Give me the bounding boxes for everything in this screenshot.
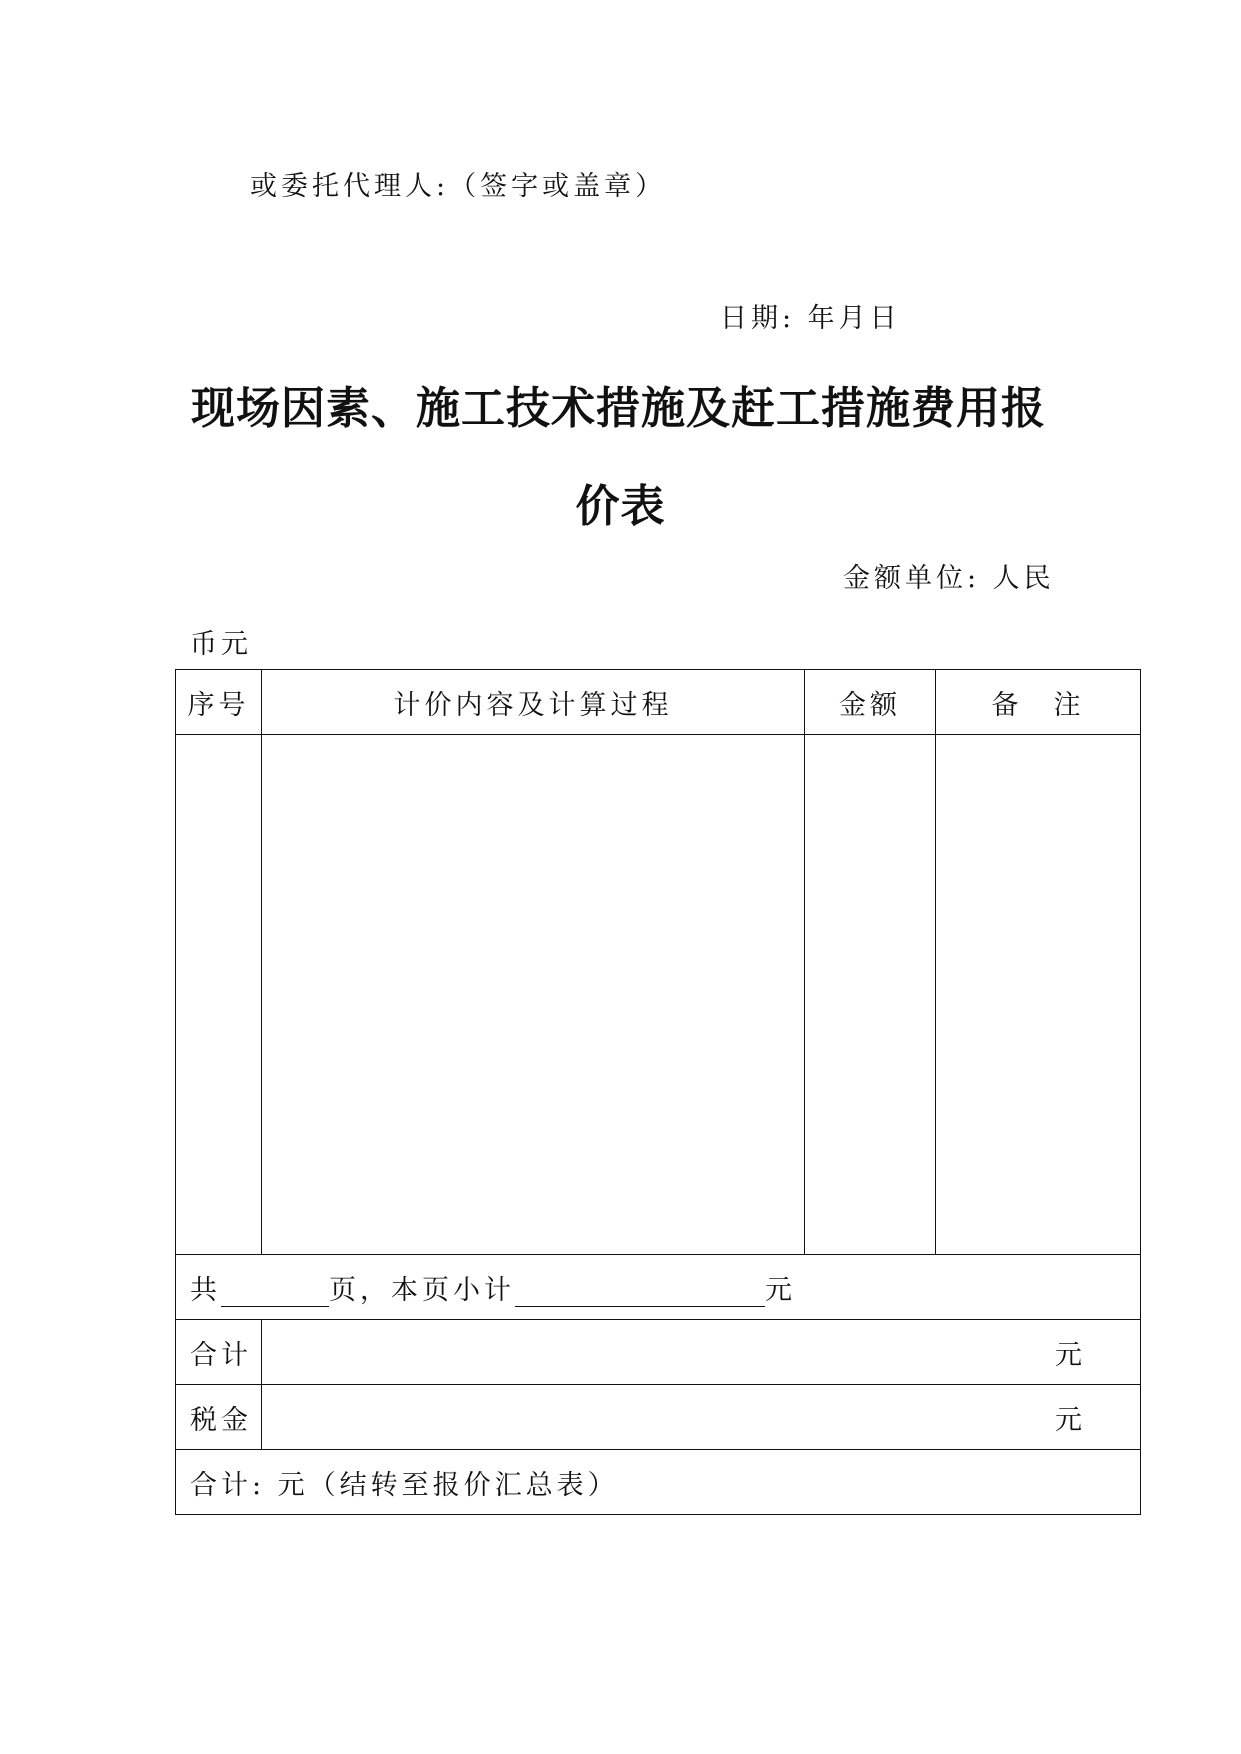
header-amount: 金额 bbox=[805, 670, 936, 735]
remark-cell[interactable] bbox=[936, 735, 1141, 1255]
tax-row bbox=[176, 1385, 1141, 1450]
final-total-row bbox=[176, 1450, 1141, 1515]
page-title-line-1: 现场因素、施工技术措施及赶工措施费用报 bbox=[191, 383, 1046, 434]
content-cell[interactable] bbox=[262, 735, 805, 1255]
amount-unit-line-1: 金额单位: 人民 bbox=[843, 563, 1055, 594]
quotation-table bbox=[175, 669, 1141, 1515]
total-row bbox=[176, 1320, 1141, 1385]
total-value-cell[interactable] bbox=[262, 1320, 1141, 1385]
header-content: 计价内容及计算过程 bbox=[262, 670, 805, 735]
tax-value-cell[interactable] bbox=[262, 1385, 1141, 1450]
page-count-blank[interactable] bbox=[221, 1280, 329, 1307]
page-subtotal-blank[interactable] bbox=[515, 1280, 765, 1307]
page-count-prefix: 共 bbox=[190, 1274, 221, 1306]
page-subtotal-label: 页，本页小计 bbox=[329, 1274, 515, 1306]
total-label: 合计 bbox=[176, 1320, 262, 1385]
amount-cell[interactable] bbox=[805, 735, 936, 1255]
page-subtotal-unit: 元 bbox=[765, 1274, 796, 1306]
page-title bbox=[0, 372, 1241, 436]
tax-unit: 元 bbox=[1055, 1404, 1082, 1436]
seq-cell[interactable] bbox=[176, 735, 262, 1255]
tax-label: 税金 bbox=[176, 1385, 262, 1450]
table-body-row bbox=[176, 735, 1141, 1255]
signature-line: 或委托代理人:（签字或盖章） bbox=[250, 171, 667, 202]
total-unit: 元 bbox=[1055, 1339, 1082, 1371]
header-seq: 序号 bbox=[176, 670, 262, 735]
date-line: 日期: 年月日 bbox=[720, 303, 901, 334]
final-total-cell: 合计: 元（结转至报价汇总表） bbox=[176, 1450, 1141, 1515]
page-title-line-2: 价表 bbox=[575, 481, 666, 532]
amount-unit-line-2: 币元 bbox=[190, 629, 252, 660]
page-subtotal-row bbox=[176, 1255, 1141, 1320]
header-remark: 备 注 bbox=[936, 670, 1141, 735]
table-header-row bbox=[176, 670, 1141, 735]
page-subtotal-cell bbox=[176, 1255, 1141, 1320]
